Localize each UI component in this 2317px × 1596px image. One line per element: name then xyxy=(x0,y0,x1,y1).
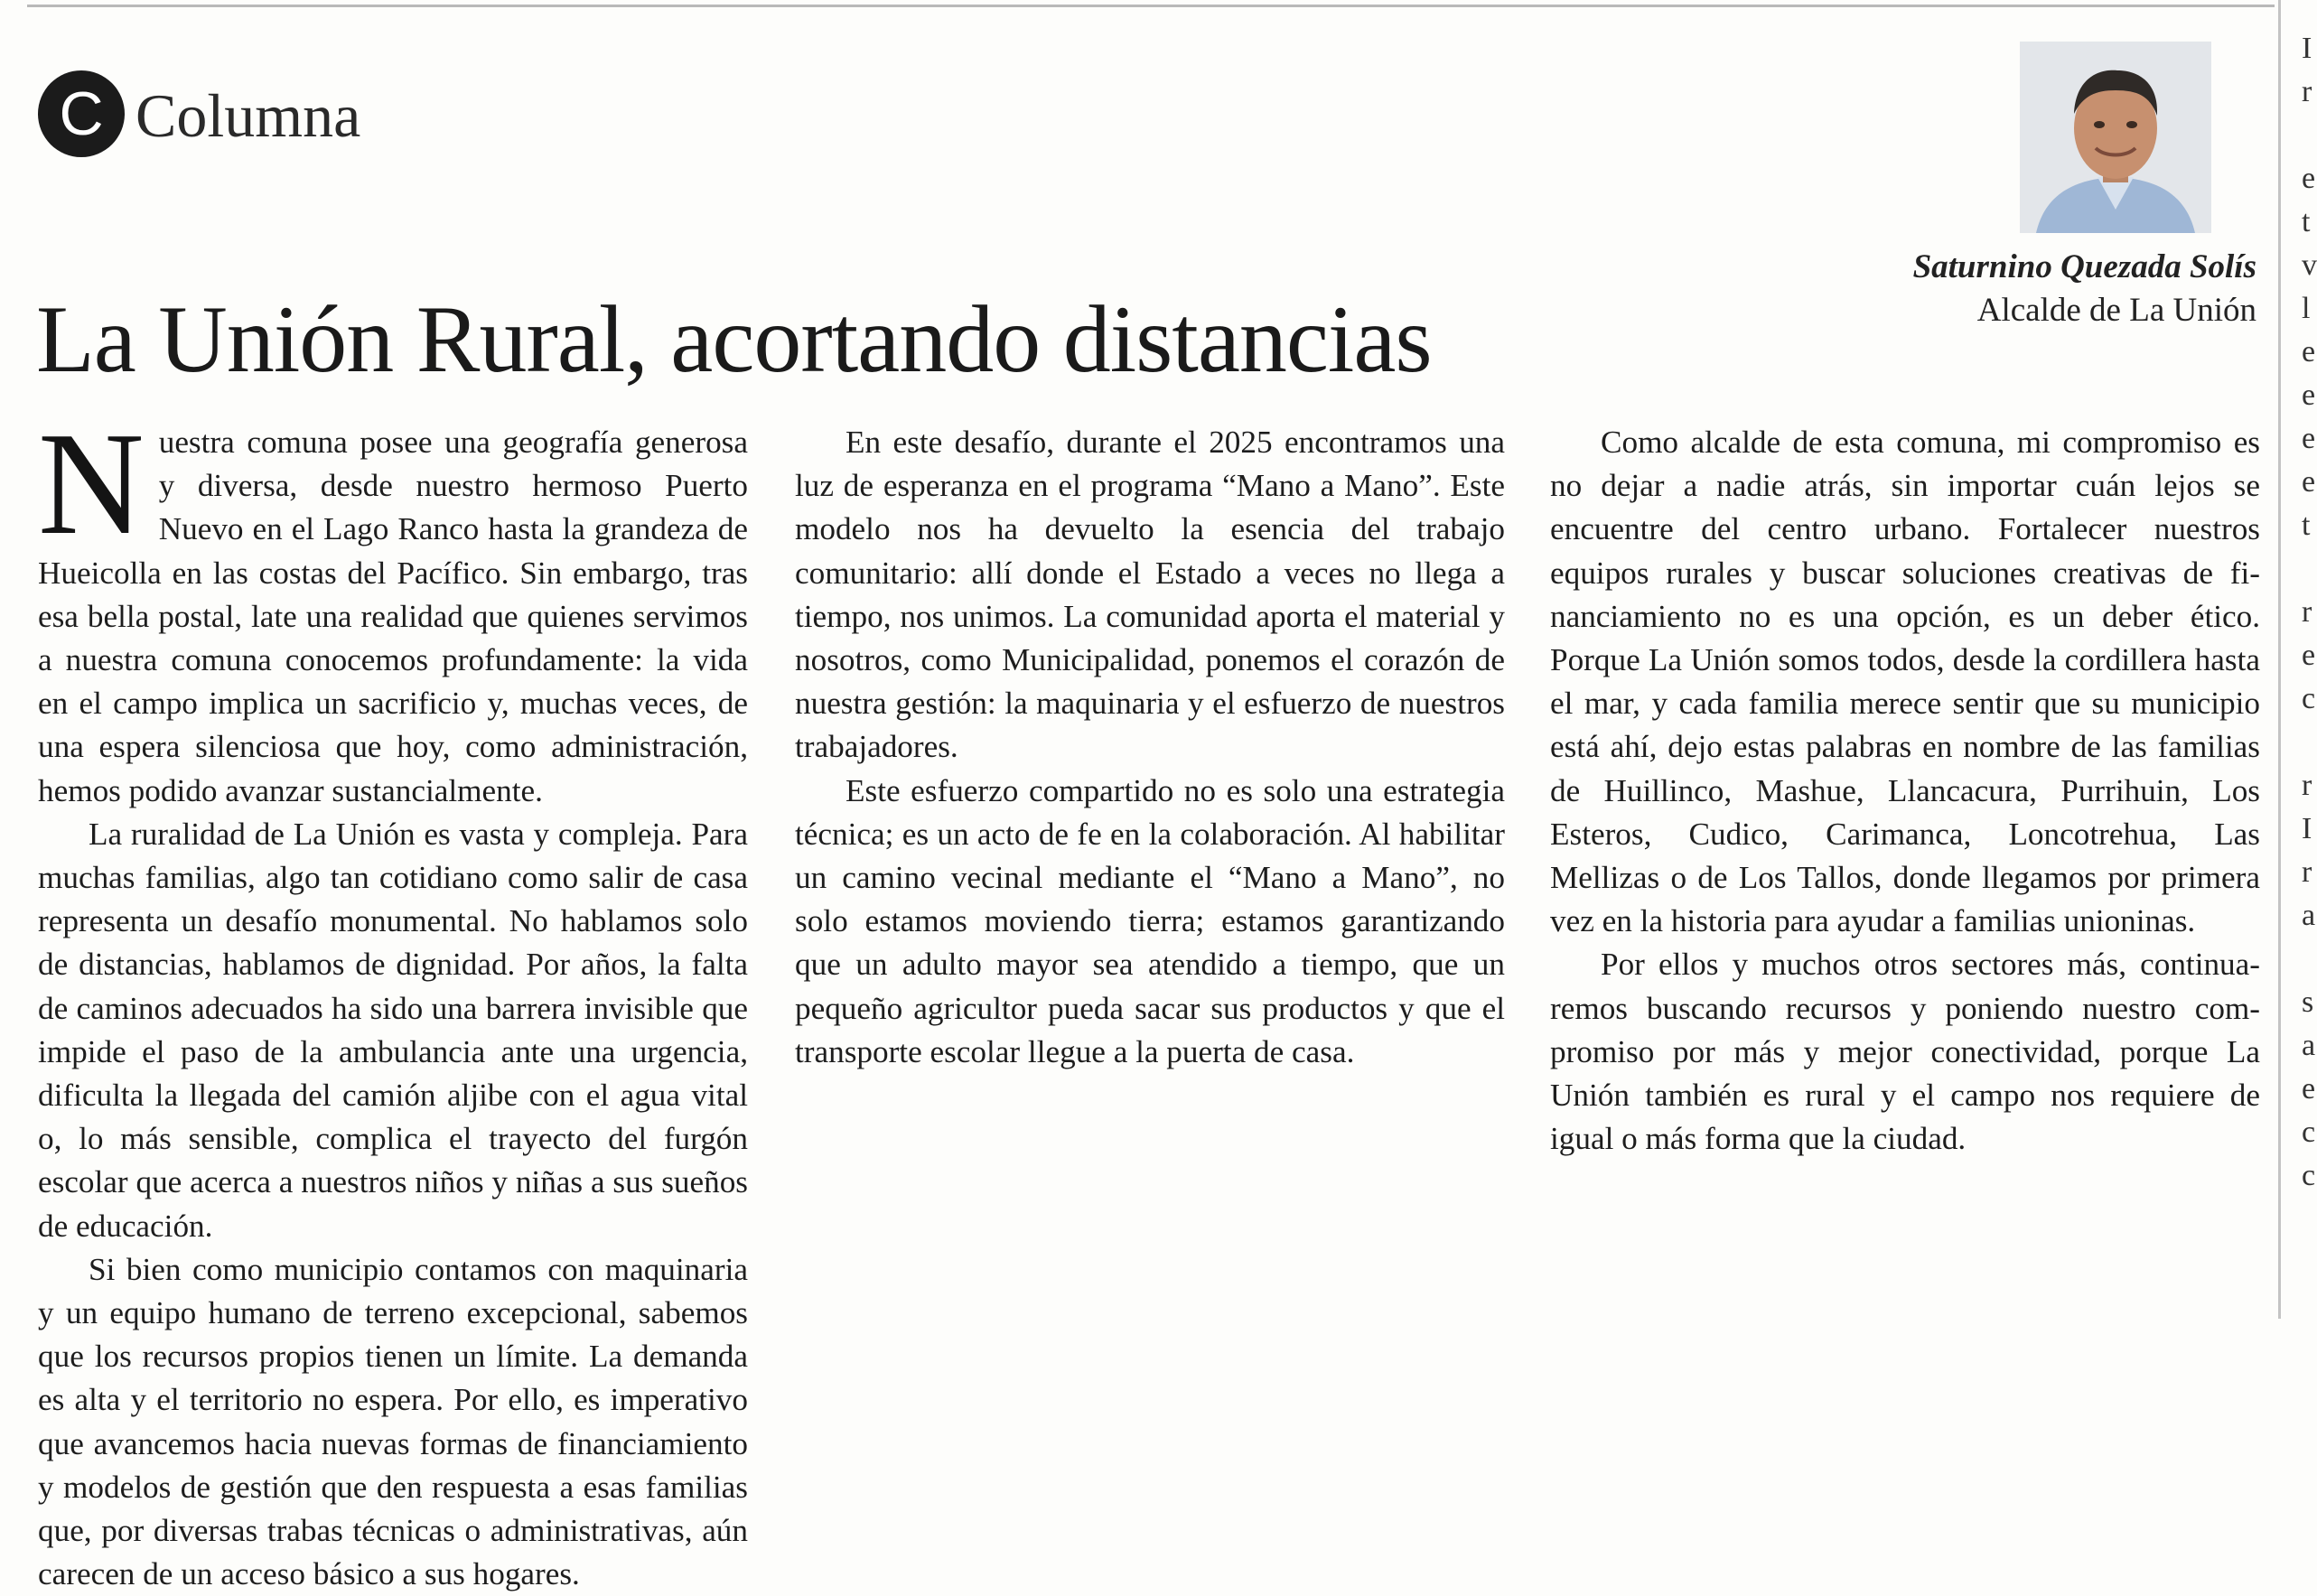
article-paragraph: Por ellos y muchos otros sectores más, continuaremos buscando recursos y poniendo nuestro compromiso por más y mejor conectividad, porque La Unión también es rural y el campo nos requiere de igual o más forma que la ciudad. xyxy=(1550,947,2260,1157)
edge-letter xyxy=(2302,114,2312,157)
edge-letter: r xyxy=(2302,75,2312,108)
edge-letter: c xyxy=(2302,682,2316,715)
article-paragraph: Si bien como municipio contamos con maquinaria y un equipo humano de terreno excepcional, sabemos que los recursos propios tienen un límite. La demanda es alta y el territorio no espera. Por ello, es imperativo que avancemos hacia nuevas formas de financiamiento y modelos de gestión que den respuesta a esas familias que, por diversas trabas técnicas o administrativas, aún carecen de un acceso básico a sus hogares. xyxy=(38,1251,748,1592)
edge-letter: e xyxy=(2302,639,2316,672)
article-paragraph xyxy=(38,403,748,813)
article-column-2 xyxy=(795,421,1505,1074)
edge-letter: c xyxy=(2302,1159,2316,1192)
section-badge-icon: C xyxy=(38,70,125,157)
article-paragraph: Como alcalde de esta comuna, mi compromiso es no dejar a nadie atrás, sin importar cuán lejos se encuentre del centro urbano. Fortalecer nuestros equipos rurales y buscar soluciones creativas de financiamiento no es una opción, es un deber ético. Porque La Unión somos todos, desde la cordillera hasta el mar, y cada familia merece sentir que su municipio está ahí, dejo estas palabras en nombre de las familias de Huillinco, Mashue, Llancacura, Purrihuin, Los Esteros, Cudico, Carimanca, Loncotrehua, Las Mellizas o de Los Tallos, donde llegamos por primera vez en la historia para ayudar a familias unioninas. xyxy=(1550,425,2260,939)
edge-letter xyxy=(2302,547,2312,591)
article-paragraph: En este desafío, durante el 2025 encontramos una luz de esperanza en el programa “Mano a Mano”. Este modelo nos ha devuelto la esencia del trabajo comunitario: allí donde el Estado a veces no llega a tiempo, nos unimos. La comunidad aporta el material y nosotros, como Municipalidad, ponemos el corazón de nuestra gestión: la maquinaria y el esfuerzo de nuestros trabajadores. xyxy=(795,425,1505,765)
edge-letter: t xyxy=(2302,205,2311,238)
article-column-3 xyxy=(1550,421,2260,1161)
top-rule xyxy=(27,5,2275,7)
edge-letter xyxy=(2302,721,2312,764)
edge-letter: e xyxy=(2302,465,2316,499)
adjacent-page-edge xyxy=(2302,27,2317,1198)
edge-letter: I xyxy=(2302,812,2312,845)
edge-letter: e xyxy=(2302,335,2316,369)
article-paragraph: Este esfuerzo compartido no es solo una estrategia técnica; es un acto de fe en la colaboración. Al habilitar un camino vecinal mediante el “Mano a Mano”, no solo estamos moviendo tierra; estamos garantizando que un adulto mayor sea atendido a tiempo, que un pequeño agricultor pueda sacar sus productos y que el transporte escolar llegue a la puerta de casa. xyxy=(795,772,1505,1069)
edge-letter: v xyxy=(2302,248,2317,282)
edge-letter: e xyxy=(2302,422,2316,455)
edge-letter: r xyxy=(2302,595,2312,629)
article-headline: La Unión Rural, acortando distancias xyxy=(36,286,1432,392)
edge-letter: c xyxy=(2302,1115,2316,1149)
edge-letter xyxy=(2302,938,2312,981)
article-column-1 xyxy=(38,403,748,1596)
edge-letter: a xyxy=(2302,1029,2316,1062)
drop-cap: N xyxy=(38,403,145,565)
edge-letter: r xyxy=(2302,855,2312,889)
edge-letter: e xyxy=(2302,1072,2316,1106)
section-label: Columna xyxy=(135,81,361,150)
author-portrait-image xyxy=(2020,42,2211,233)
edge-letter: r xyxy=(2302,769,2312,802)
author-name: Saturnino Quezada Solís xyxy=(1912,248,2256,285)
edge-letter: s xyxy=(2302,985,2314,1019)
article-paragraph: La ruralidad de La Unión es vasta y compleja. Para muchas familias, algo tan cotidiano como salir de casa representa un desafío monumental. No hablamos solo de distancias, hablamos de dignidad. Por años, la falta de caminos adecuados ha sido una barrera invisible que impide el paso de la ambulancia ante una urgencia, dificulta la llegada del camión aljibe con el agua vital o, lo más sensible, complica el trayecto del furgón escolar que acerca a nuestros niños y niñas a sus sueños de educación. xyxy=(38,816,748,1244)
edge-letter: l xyxy=(2302,292,2311,325)
paragraph-text: uestra comuna posee una geografía generosa y diversa, desde nuestro hermoso Puerto Nuevo en el Lago Ranco hasta la grandeza de Hueicolla en las costas del Pacífico. Sin embargo, tras esa bella postal, late una realidad que quienes servimos a nuestra comuna conocemos profundamente: la vida en el campo implica un sacrificio y, muchas veces, de una espera silenciosa que hoy, como administración, hemos podido avanzar sustancialmente. xyxy=(38,425,748,808)
edge-letter: I xyxy=(2302,32,2312,65)
edge-letter: a xyxy=(2302,899,2316,932)
edge-letter: t xyxy=(2302,509,2311,542)
edge-letter: e xyxy=(2302,378,2316,412)
column-divider xyxy=(2278,0,2281,1319)
author-role: Alcalde de La Unión xyxy=(1976,292,2256,329)
author-photo xyxy=(2020,42,2211,233)
edge-letter: e xyxy=(2302,162,2316,195)
